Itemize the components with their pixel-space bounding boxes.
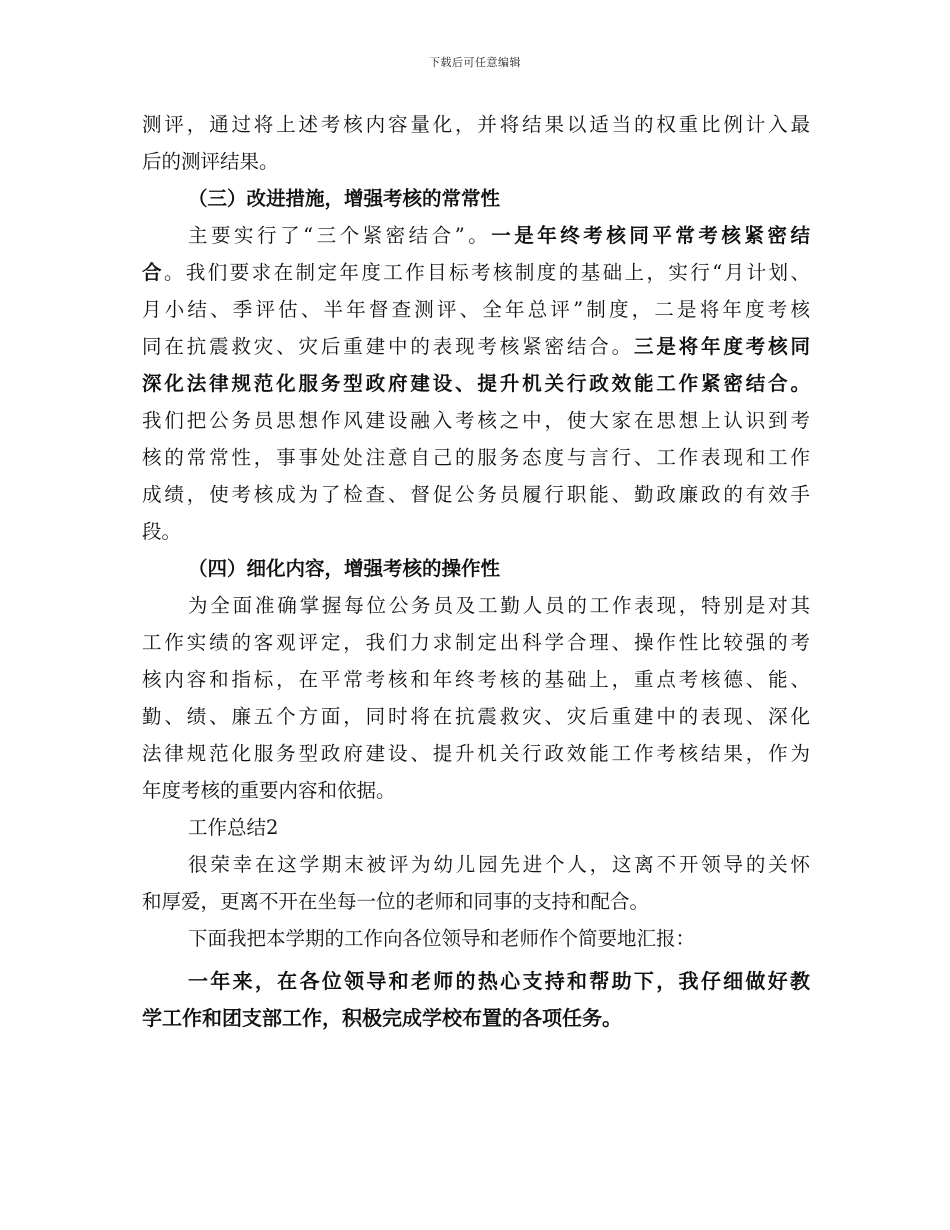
bold-text-span: 一是年终考核同平常考核紧密结 xyxy=(491,224,810,247)
paragraph-line xyxy=(142,328,810,365)
section-heading-3: （三）改进措施，增强考核的常常性 xyxy=(188,187,501,210)
paragraph-line: 月小结、季评估、半年督查测评、全年总评”制度，二是将年度考核 xyxy=(142,298,810,321)
paragraph-line-bold: 深化法律规范化服务型政府建设、提升机关行政效能工作紧密结合。 xyxy=(142,372,810,395)
paragraph-line-bold: 学工作和团支部工作，积极完成学校布置的各项任务。 xyxy=(142,1006,622,1030)
paragraph-line: 和厚爱，更离不开在坐每一位的老师和同事的支持和配合。 xyxy=(142,890,650,913)
paragraph-line: 核的常常性，事事处处注意自己的服务态度与言行、工作表现和工作 xyxy=(142,446,810,469)
bold-text-span: 合 xyxy=(142,261,164,284)
paragraph-line: 很荣幸在这学期末被评为幼儿园先进个人，这离不开领导的关怀 xyxy=(188,853,810,876)
paragraph-line: 年度考核的重要内容和依据。 xyxy=(142,779,396,802)
bold-text-span: 三是将年度考核同 xyxy=(633,335,810,358)
paragraph-line: 勤、绩、廉五个方面，同时将在抗震救灾、灾后重建中的表现、深化 xyxy=(142,705,810,728)
paragraph-line xyxy=(142,217,810,254)
paragraph-line-bold: 一年来，在各位领导和老师的热心支持和帮助下，我仔细做好教 xyxy=(188,969,810,993)
paragraph-line: 后的测评结果。 xyxy=(142,150,279,173)
paragraph-line: 核内容和指标，在平常考核和年终考核的基础上，重点考核德、能、 xyxy=(142,668,810,691)
paragraph-line: 法律规范化服务型政府建设、提升机关行政效能工作考核结果，作为 xyxy=(142,742,810,765)
page-header: 下载后可任意编辑 xyxy=(429,56,521,69)
document-body xyxy=(142,106,810,1037)
paragraph-line: 我们把公务员思想作风建设融入考核之中，使大家在思想上认识到考 xyxy=(142,409,810,432)
section-heading-4: （四）细化内容，增强考核的操作性 xyxy=(188,557,501,580)
summary-title: 工作总结2 xyxy=(188,816,279,839)
paragraph-line: 为全面准确掌握每位公务员及工勤人员的工作表现，特别是对其 xyxy=(188,594,810,617)
paragraph-line: 下面我把本学期的工作向各位领导和老师作个简要地汇报： xyxy=(188,927,696,950)
paragraph-line: 工作实绩的客观评定，我们力求制定出科学合理、操作性比较强的考 xyxy=(142,631,810,654)
paragraph-line: 成绩，使考核成为了检查、督促公务员履行职能、勤政廉政的有效手 xyxy=(142,483,810,506)
paragraph-line: 测评，通过将上述考核内容量化，并将结果以适当的权重比例计入最 xyxy=(142,113,810,136)
text-span: 同在抗震救灾、灾后重建中的表现考核紧密结合。 xyxy=(142,335,634,358)
paragraph-line xyxy=(142,254,810,291)
text-span: 。我们要求在制定年度工作目标考核制度的基础上，实行“月计划、 xyxy=(163,261,810,284)
text-span: 主要实行了“三个紧密结合”。 xyxy=(188,224,492,247)
paragraph-line: 段。 xyxy=(142,520,182,543)
